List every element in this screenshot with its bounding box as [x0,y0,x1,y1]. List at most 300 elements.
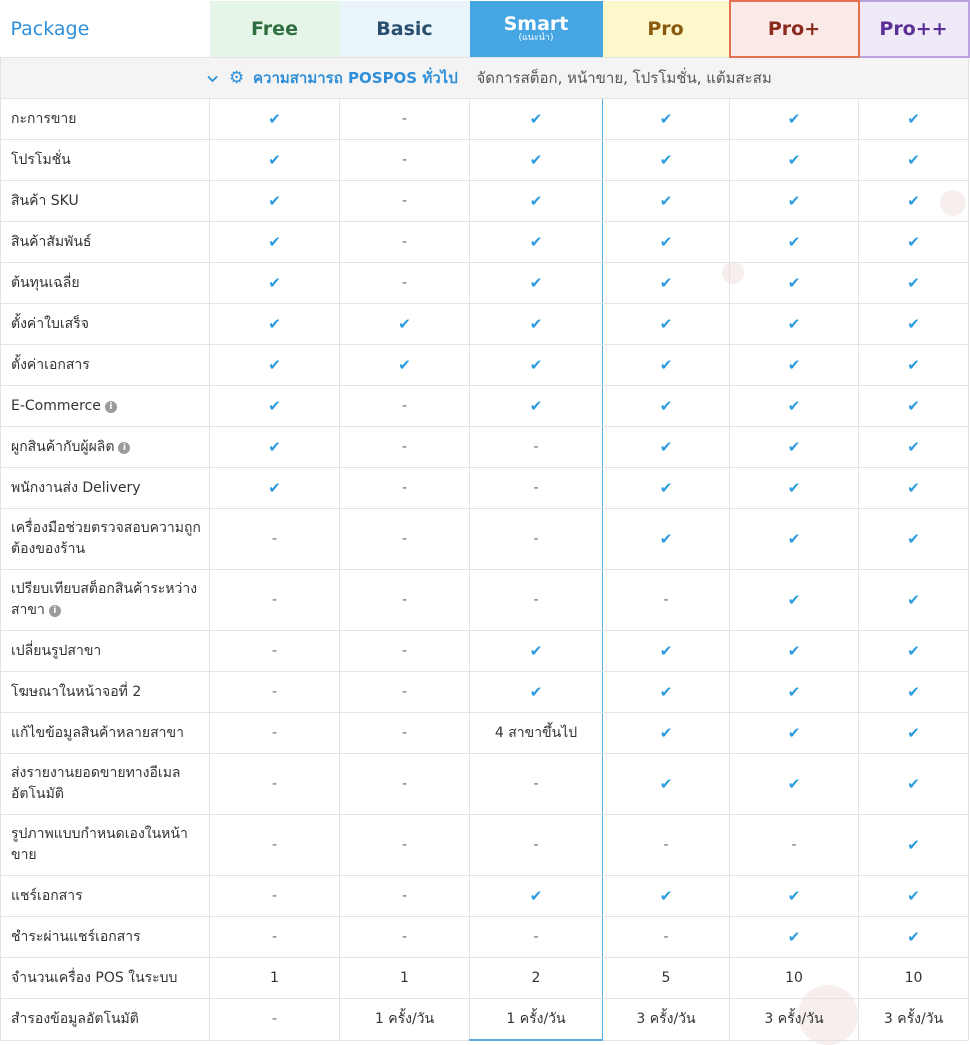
cell-smart [470,958,603,999]
cell-free [210,140,340,181]
cell-free [210,631,340,672]
cell-pro-plus [730,263,859,304]
feature-label [1,631,210,672]
not-available-dash: - [271,725,278,741]
check-icon: ✔ [529,397,543,415]
feature-row [1,876,969,917]
cell-pro-plus-plus [859,386,969,427]
feature-label-text: เครื่องมือช่วยตรวจสอบความถูกต้องของร้าน [11,520,201,557]
cell-basic [340,999,470,1041]
feature-label [1,713,210,754]
feature-label [1,386,210,427]
cell-basic [340,509,470,570]
feature-label-text: แก้ไขข้อมูลสินค้าหลายสาขา [11,724,184,741]
cell-value: 3 ครั้ง/วัน [883,1011,944,1028]
cell-free [210,672,340,713]
info-icon[interactable]: i [105,401,117,413]
feature-row [1,958,969,999]
feature-row [1,140,969,181]
cell-free [210,754,340,815]
cell-pro-plus [730,509,859,570]
cell-pro [603,999,730,1041]
check-icon: ✔ [529,683,543,701]
cell-smart [470,999,603,1041]
cell-pro-plus [730,570,859,631]
cell-value: 1 [270,970,279,986]
cell-pro-plus-plus [859,754,969,815]
cell-smart [470,713,603,754]
check-icon: ✔ [907,151,920,169]
feature-row [1,672,969,713]
check-icon: ✔ [268,110,281,128]
plan-header-basic[interactable]: Basic [340,1,470,57]
cell-pro [603,672,730,713]
cell-basic [340,570,470,631]
feature-label-text: ผูกสินค้ากับผู้ผลิต [11,438,115,455]
cell-free [210,468,340,509]
cell-free [210,876,340,917]
cell-value: 3 ครั้ง/วัน [764,1011,824,1028]
check-icon: ✔ [268,356,281,374]
feature-label [1,140,210,181]
check-icon: ✔ [787,887,801,905]
not-available-dash: - [533,929,539,945]
cell-pro-plus-plus [859,631,969,672]
not-available-dash: - [401,592,408,608]
not-available-dash: - [401,152,408,168]
check-icon: ✔ [659,356,673,374]
check-icon: ✔ [907,775,920,793]
feature-label [1,570,210,631]
feature-label-text: เปลี่ยนรูปสาขา [11,642,102,659]
check-icon: ✔ [529,110,543,128]
cell-free [210,181,340,222]
cell-pro [603,468,730,509]
cell-smart [470,345,603,386]
recommended-label: (แนะนำ) [518,32,554,43]
cell-value: 1 ครั้ง/วัน [374,1011,435,1028]
feature-label-text: เปรียบเทียบสต็อกสินค้าระหว่างสาขา [11,581,198,618]
check-icon: ✔ [907,397,920,415]
cell-pro-plus-plus [859,509,969,570]
cell-pro-plus-plus [859,222,969,263]
not-available-dash: - [401,193,408,209]
feature-row [1,815,969,876]
not-available-dash: - [533,480,539,496]
not-available-dash: - [533,531,539,547]
check-icon: ✔ [787,151,801,169]
cell-pro [603,304,730,345]
cell-basic [340,345,470,386]
check-icon: ✔ [529,151,543,169]
feature-row [1,713,969,754]
not-available-dash: - [271,643,278,659]
cell-pro-plus-plus [859,304,969,345]
check-icon: ✔ [529,315,543,333]
cell-free [210,222,340,263]
cell-basic [340,304,470,345]
cell-pro-plus [730,386,859,427]
check-icon: ✔ [529,274,543,292]
cell-pro-plus-plus [859,999,969,1041]
cell-pro-plus [730,876,859,917]
cell-pro-plus [730,345,859,386]
not-available-dash: - [663,837,669,853]
not-available-dash: - [271,592,278,608]
not-available-dash: - [271,888,278,904]
check-icon: ✔ [907,315,920,333]
not-available-dash: - [271,684,278,700]
feature-label-text: รูปภาพแบบกำหนดเองในหน้าขาย [11,826,188,863]
feature-row [1,263,969,304]
not-available-dash: - [401,888,408,904]
check-icon: ✔ [787,530,801,548]
check-icon: ✔ [268,315,281,333]
feature-label [1,222,210,263]
cell-pro [603,263,730,304]
cell-smart [470,386,603,427]
cell-smart [470,427,603,468]
feature-label [1,917,210,958]
cell-pro-plus [730,304,859,345]
cell-smart [470,672,603,713]
cell-basic [340,140,470,181]
feature-label [1,99,210,140]
cell-pro-plus-plus [859,917,969,958]
check-icon: ✔ [529,642,543,660]
check-icon: ✔ [529,356,543,374]
feature-label [1,345,210,386]
cell-free [210,917,340,958]
check-icon: ✔ [787,683,801,701]
cell-pro-plus [730,815,859,876]
not-available-dash: - [271,837,278,853]
cell-pro-plus-plus [859,345,969,386]
check-icon: ✔ [787,438,801,456]
check-icon: ✔ [907,591,920,609]
info-icon[interactable]: i [49,605,61,617]
check-icon: ✔ [268,233,281,251]
cell-pro [603,876,730,917]
not-available-dash: - [401,398,408,414]
check-icon: ✔ [907,110,920,128]
cell-basic [340,181,470,222]
cell-pro [603,815,730,876]
check-icon: ✔ [907,233,920,251]
check-icon: ✔ [787,397,801,415]
not-available-dash: - [401,111,408,127]
check-icon: ✔ [659,397,673,415]
not-available-dash: - [533,439,539,455]
feature-label [1,304,210,345]
check-icon: ✔ [659,683,673,701]
cell-pro [603,181,730,222]
cell-smart [470,181,603,222]
plan-header-pro-plus-plus[interactable]: Pro++ [859,1,969,57]
cell-pro-plus [730,958,859,999]
cell-value: 1 ครั้ง/วัน [506,1011,566,1027]
check-icon: ✔ [659,110,673,128]
cell-pro-plus-plus [859,427,969,468]
check-icon: ✔ [907,724,920,742]
cell-basic [340,917,470,958]
cell-pro-plus [730,99,859,140]
feature-label-text: E-Commerce [11,397,101,414]
check-icon: ✔ [787,192,801,210]
check-icon: ✔ [268,151,281,169]
cell-free [210,263,340,304]
cell-pro [603,958,730,999]
cell-smart [470,99,603,140]
cell-pro-plus-plus [859,181,969,222]
cell-pro [603,140,730,181]
cell-pro [603,570,730,631]
cell-smart [470,917,603,958]
cell-pro-plus [730,631,859,672]
cell-free [210,958,340,999]
check-icon: ✔ [659,438,673,456]
feature-label-text: จำนวนเครื่อง POS ในระบบ [11,969,178,986]
feature-label-text: ตั้งค่าเอกสาร [11,356,90,373]
cell-basic [340,631,470,672]
check-icon: ✔ [659,192,673,210]
check-icon: ✔ [659,724,673,742]
cell-pro-plus-plus [859,958,969,999]
check-icon: ✔ [787,724,801,742]
cell-basic [340,815,470,876]
cell-smart [470,468,603,509]
feature-label-text: ชำระผ่านแชร์เอกสาร [11,928,141,945]
cell-pro [603,427,730,468]
cell-value: 3 ครั้ง/วัน [636,1011,696,1028]
cell-pro [603,345,730,386]
cell-pro-plus [730,468,859,509]
section-header-cell[interactable] [1,57,969,99]
feature-label-text: โปรโมชั่น [11,151,71,168]
check-icon: ✔ [907,887,920,905]
feature-row [1,427,969,468]
cell-free [210,815,340,876]
check-icon: ✔ [787,591,801,609]
check-icon: ✔ [907,192,920,210]
cell-basic [340,468,470,509]
cell-smart [470,754,603,815]
not-available-dash: - [401,531,408,547]
feature-label-text: สำรองข้อมูลอัตโนมัติ [11,1010,139,1027]
chevron-down-icon[interactable] [207,72,218,86]
cell-basic [340,672,470,713]
feature-row [1,917,969,958]
feature-row [1,181,969,222]
not-available-dash: - [533,837,539,853]
cell-pro [603,631,730,672]
check-icon: ✔ [787,356,801,374]
package-header-label: Package [1,1,210,57]
cell-value: 10 [904,970,923,986]
cell-pro-plus-plus [859,140,969,181]
check-icon: ✔ [907,836,920,854]
cell-smart [470,509,603,570]
check-icon: ✔ [659,315,673,333]
cell-basic [340,876,470,917]
feature-row [1,570,969,631]
not-available-dash: - [271,929,278,945]
check-icon: ✔ [659,274,673,292]
cell-pro-plus-plus [859,570,969,631]
check-icon: ✔ [529,192,543,210]
cell-pro-plus [730,222,859,263]
not-available-dash: - [401,684,408,700]
cell-basic [340,222,470,263]
check-icon: ✔ [787,274,801,292]
feature-label [1,672,210,713]
check-icon: ✔ [398,315,411,333]
check-icon: ✔ [268,274,281,292]
cell-pro-plus-plus [859,99,969,140]
not-available-dash: - [271,531,278,547]
check-icon: ✔ [907,683,920,701]
check-icon: ✔ [907,530,920,548]
feature-row [1,345,969,386]
feature-label [1,468,210,509]
feature-label-text: ส่งรายงานยอดขายทางอีเมลอัตโนมัติ [11,765,181,802]
feature-row [1,304,969,345]
not-available-dash: - [271,776,278,792]
feature-label-text: กะการขาย [11,110,77,127]
check-icon: ✔ [907,928,920,946]
not-available-dash: - [401,725,408,741]
check-icon: ✔ [659,775,673,793]
feature-label [1,427,210,468]
check-icon: ✔ [268,397,281,415]
check-icon: ✔ [659,151,673,169]
cell-pro-plus [730,713,859,754]
cell-pro [603,222,730,263]
check-icon: ✔ [659,642,673,660]
cell-smart [470,140,603,181]
check-icon: ✔ [787,233,801,251]
cell-pro [603,386,730,427]
section-header-general[interactable] [1,57,969,99]
check-icon: ✔ [659,479,673,497]
check-icon: ✔ [529,887,543,905]
cell-smart [470,304,603,345]
feature-row [1,468,969,509]
cell-pro [603,754,730,815]
check-icon: ✔ [659,233,673,251]
cell-smart [470,222,603,263]
not-available-dash: - [401,439,408,455]
check-icon: ✔ [907,356,920,374]
cell-value: 2 [531,970,541,986]
cell-smart [470,815,603,876]
cell-free [210,509,340,570]
cell-pro [603,917,730,958]
feature-label-text: สินค้า SKU [11,192,79,209]
cell-free [210,345,340,386]
check-icon: ✔ [787,642,801,660]
not-available-dash: - [533,592,539,608]
check-icon: ✔ [787,928,801,946]
cell-pro-plus [730,427,859,468]
cell-basic [340,754,470,815]
cell-pro-plus-plus [859,263,969,304]
check-icon: ✔ [907,274,920,292]
cell-smart [470,876,603,917]
check-icon: ✔ [659,530,673,548]
cell-pro-plus-plus [859,713,969,754]
info-icon[interactable]: i [118,442,130,454]
section-subtitle: จัดการสต็อก, หน้าขาย, โปรโมชั่น, แต้มสะสม [476,69,772,87]
cell-free [210,386,340,427]
check-icon: ✔ [268,192,281,210]
check-icon: ✔ [268,438,281,456]
feature-row [1,222,969,263]
cell-basic [340,99,470,140]
feature-label [1,958,210,999]
feature-label-text: ตั้งค่าใบเสร็จ [11,315,89,332]
feature-label [1,815,210,876]
cell-free [210,427,340,468]
feature-row [1,754,969,815]
feature-label-text: ต้นทุนเฉลี่ย [11,274,80,291]
not-available-dash: - [401,643,408,659]
cell-pro-plus [730,181,859,222]
feature-label [1,876,210,917]
cell-pro [603,99,730,140]
cell-value: 1 [400,970,409,986]
cell-pro-plus-plus [859,672,969,713]
plan-name-smart: Smart [503,12,569,35]
feature-label [1,999,210,1041]
plan-header-smart[interactable] [470,1,603,57]
not-available-dash: - [401,929,408,945]
feature-label [1,263,210,304]
plan-header-pro-plus[interactable]: Pro+ [730,1,859,57]
not-available-dash: - [401,837,408,853]
cell-pro-plus [730,672,859,713]
feature-label [1,181,210,222]
cell-basic [340,713,470,754]
check-icon: ✔ [787,479,801,497]
plan-header-pro[interactable]: Pro [603,1,730,57]
not-available-dash: - [271,1011,278,1028]
feature-row [1,631,969,672]
feature-label-text: พนักงานส่ง Delivery [11,479,141,496]
check-icon: ✔ [659,887,673,905]
not-available-dash: - [533,776,539,792]
cell-basic [340,958,470,999]
feature-row [1,99,969,140]
check-icon: ✔ [398,356,411,374]
cell-free [210,304,340,345]
not-available-dash: - [663,592,669,608]
cell-pro-plus [730,999,859,1041]
plan-header-free[interactable]: Free [210,1,340,57]
cell-smart [470,570,603,631]
not-available-dash: - [401,480,408,496]
cell-smart [470,263,603,304]
cell-pro [603,509,730,570]
cell-free [210,999,340,1041]
cell-value: 4 สาขาขึ้นไป [494,725,578,741]
not-available-dash: - [401,234,408,250]
check-icon: ✔ [268,479,281,497]
check-icon: ✔ [907,438,920,456]
not-available-dash: - [663,929,669,945]
gear-icon: ⚙ [228,68,245,88]
cell-pro-plus-plus [859,468,969,509]
